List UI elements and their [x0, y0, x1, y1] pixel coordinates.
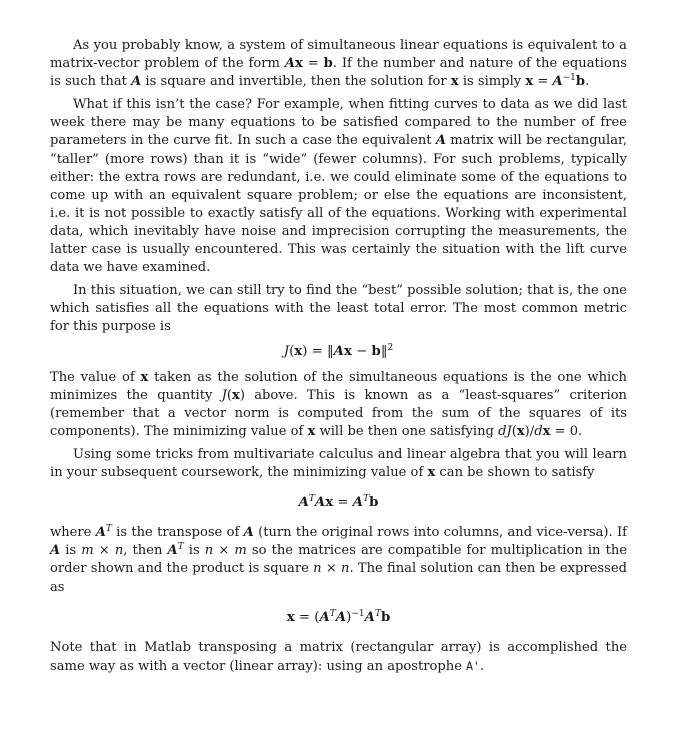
paragraph-matlab-note: Note that in Matlab transposing a matrix (rectangular array) is accomplished the same way as with a vector (linear array): using an apostrophe A'. — [50, 639, 627, 674]
paragraph-best-solution: In this situation, we can still try to find the “best” possible solution; that is, the one which satisfies all the equations with the least total error. The most common metric for this purpose is — [50, 283, 627, 335]
paragraph-transpose: where $A^T$ is the transpose of A (turn the original rows into columns, and vice-versa). If A is m × n, then $A^T$ is n × m so the matrices are compatible for multiplication in the order shown and the product is square n × n. The final solution can then be expressed as — [50, 524, 628, 595]
paragraph-overdetermined: What if this isn’t the case? For example, when fitting curves to data as we did last week there may be many equations to be satisfied compared to the number of free parameters in the curve fit. In such a case the equivalent A matrix will be rectangular, “taller” (more rows) than it is “wide” (fewer columns). For such problems, typically either: the extra rows are redundant, i.e. we could eliminate some of the equations to come up with an equivalent square problem; or else the equations are inconsistent, i.e. it is not possible to exactly satisfy all of the equations. Working with experimental data, which inevitably have noise and imprecision corrupting the measurements, the latter case is usually encountered. This was certainly the situation with the lift curve data we have examined. — [50, 97, 628, 276]
paragraph-normal-equations: Using some tricks from multivariate calculus and linear algebra that you will learn in your subsequent coursework, the minimizing value of x can be shown to satisfy — [50, 446, 627, 481]
document-page — [50, 37, 627, 681]
paragraph-least-squares: The value of x taken as the solution of the simultaneous equations is the one which minimizes the quantity J(x) above. This is known as a “least-squares” criterion (remember that a vector norm is computed from the sum of the squares of its components). The minimizing value of x will be then one satisfying dJ(x)/dx = 0. — [50, 369, 627, 439]
code-apostrophe: A' — [466, 658, 480, 673]
equation-solution: $x = (A^TA)^{-1}A^Tb$ — [286, 608, 391, 625]
paragraph-intro: As you probably know, a system of simultaneous linear equations is equivalent to a matrix-vector problem of the form Ax = b. If the number and nature of the equations is such that A is square and invertible, then the solution for x is simply $x = A^{-1}b$. — [50, 38, 628, 90]
equation-normal: $A^TAx = A^Tb$ — [298, 494, 379, 511]
equation-cost-function: J(x) = ‖Ax − b‖$^2$ — [283, 342, 394, 359]
